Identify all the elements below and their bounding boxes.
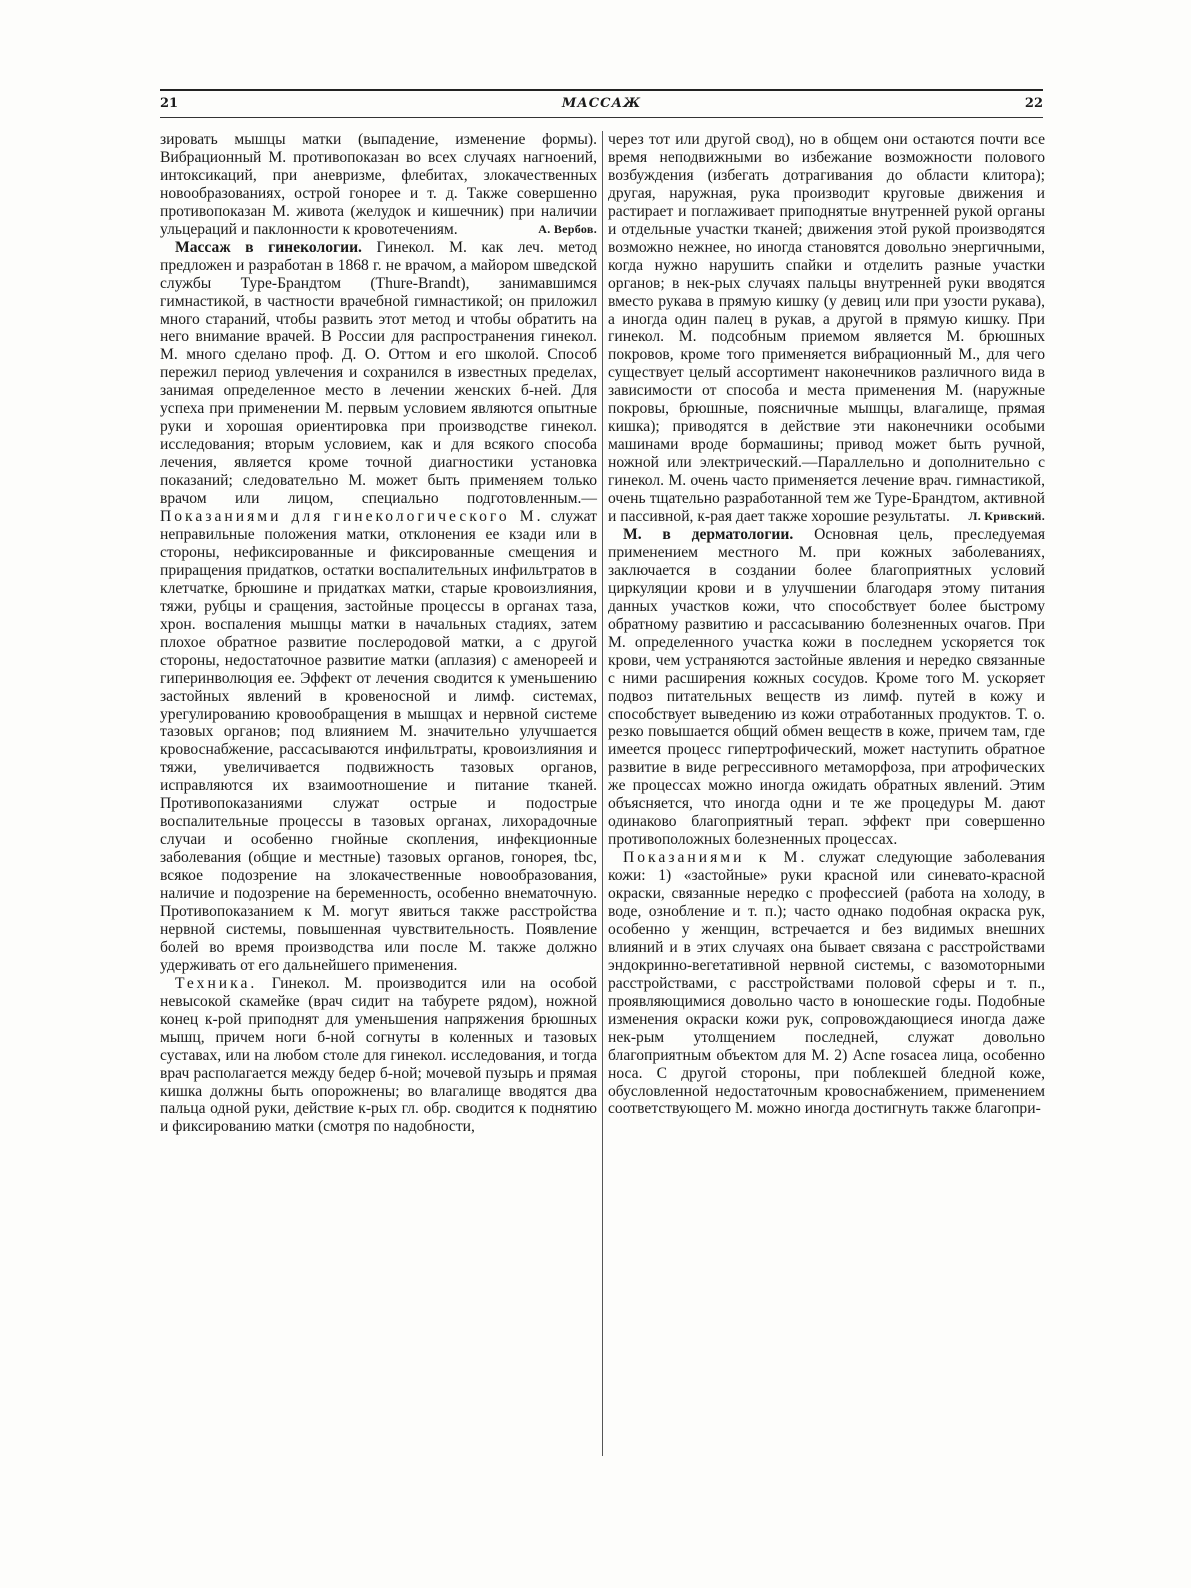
article-heading: Массаж в гинекологии. (175, 238, 362, 256)
running-header (160, 96, 1043, 114)
right-column (608, 131, 1045, 1118)
column-divider (602, 131, 603, 1456)
paragraph-text: зировать мышцы матки (выпадение, изменение формы). Вибрационный М. противопоказан во всех случаях нагноений, интоксикаций, при аневризме, флебитах, злокачественных новообразованиях, острой гонорее и т. д. Также совершенно противопоказан М. живота (желудок и кишечник) при наличии ульцераций и паклонности к кровотечениям. (160, 131, 597, 238)
paragraph-text: служат следующие заболевания кожи: 1) «застойные» руки красной или синевато-красной окраски, связанные нередко с профессией (работа на холоду, в воде, ознобление и т. п.); часто однако подобная окраска рук, особенно у женщин, встречается и без видимых внешних влияний и в этих случаях она бывает связана с расстройствами эндокринно-вегетативной нервной системы, с вазомоторными расстройствами, с расстройствами половой сферы и т. п., проявляющимися довольно часто в юношеские годы. Подобные изменения окраски кожи рук, сопровождающиеся иногда даже нек-рым утолщением последней, служат довольно благоприятным объектом для М. 2) Acne rosacea лица, особенно носа. С другой стороны, при поблекшей бледной коже, обусловленной недостаточным кровоснабжением, применением соответствующего М. можно иногда достигнуть также благопри- (608, 849, 1045, 1118)
paragraph-vibration-contraindications (160, 131, 597, 239)
left-column (160, 131, 597, 1136)
top-rule (160, 89, 1043, 91)
page-number-right: 22 (1024, 96, 1043, 111)
author-signature: Л. Кривский. (968, 509, 1045, 524)
paragraph-text: Основная цель, преследуемая применением местного М. при кожных заболеваниях, заключается в создании более благоприятных условий циркуляции крови и в улучшении благодаря этому питания данных участков кожи, что способствует более быстрому обратному развитию и рассасыванию болезненных очагов. При М. определенного участка кожи в последнем ускоряется ток крови, чем устраняются застойные явления и нередко связанные с ними расширения кожных сосудов. Кроме того М. ускоряет подвоз питательных веществ из лимф. путей в кожу и способствует выведению из кожи отработанных продуктов. Т. о. резко повышается общий обмен веществ в коже, причем там, где имеется процесс гипертрофический, может наступить обратное развитие в виде регрессивного метаморфоза, при атрофических же процессах можно иногда ожидать обратных явлений. Этим объясняется, что иногда одни и те же процедуры М. дают одинаково благоприятный терап. эффект при совершенно противоположных болезненных процессах. (608, 525, 1045, 849)
paragraph-indications (608, 849, 1045, 1118)
spaced-subheading: Техника. (175, 974, 258, 992)
author-signature: А. Вербов. (538, 221, 597, 236)
article-heading: М. в дерматологии. (623, 525, 794, 543)
paragraph-technique (160, 975, 597, 1137)
header-rule (160, 117, 1043, 118)
paragraph-text: Гинекол. М. как леч. метод предложен и разработан в 1868 г. не врачом, а майором шведской службы Туре-Брандтом (Thure-Brandt), занимавшимся гимнастикой, в частности врачебной гимнастикой; он приложил много стараний, чтобы развить этот метод и чтобы обратить на него внимание врачей. В России для распространения гинекол. М. много сделано проф. Д. О. Оттом и его школой. Способ пережил период увлечения и сохранился в известных пределах, занимая определенное место в лечении женских б-ней. Для успеха при применении М. первым условием являются опытные руки и хорошая ориентировка при производстве гинекол. исследования; вторым условием, как и для всякого способа лечения, является кроме точной диагностики установка показаний; следовательно М. может быть применяем только врачом или лицом, специально подготовленным.— (160, 238, 597, 508)
paragraph-text: Гинекол. М. производится или на особой невысокой скамейке (врач сидит на табурете рядом), ножной конец к-рой приподнят для уменьшения напряжения брюшных мышц, причем ноги б-ной согнуты в коленных и тазовых суставах, или на любом столе для гинекол. исследования, и тогда врач располагается между бедер б-ной; мочевой пузырь и прямая кишка должны быть опорожнены; во влагалище вводятся два пальца одной руки, действие к-рых гл. обр. сводится к поднятию и фиксированию матки (смотря по надобности, (160, 974, 597, 1136)
paragraph-technique-continued (608, 131, 1045, 526)
paragraph-text: через тот или другой свод), но в общем они остаются почти все время неподвижными во избежание возможности полового возбуждения (избегать дотрагивания до области клитора); другая, наружная, рука производит круговые движения и растирает и поглаживает приподнятые внутренней рукой органы и отдельные участки тканей; движения этой рукой производятся возможно нежнее, но иногда становятся довольно энергичными, когда нужно нарушить спайки и отделить разные участки органов; в нек-рых случаях пальцы внутренней руки вводятся вместо рукава в прямую кишку (у девиц или при узости рукава), а иногда один палец в рукав, а другой в прямую кишку. При гинекол. М. подсобным приемом является М. брюшных покровов, кроме того применяется вибрационный М., для чего существует целый ассортимент наконечников различного вида в зависимости от способа и места применения М. (наружные покровы, брюшные, поясничные мышцы, влагалище, прямая кишка); приводятся в действие эти наконечники особыми машинами вроде бормашины; привод может быть ручной, ножной или электрический.—Параллельно и дополнительно с гинекол. М. очень часто применяется лечение врач. гимнастикой, очень тщательно разработанной тем же Туре-Брандтом, активной и пассивной, к-рая дает также хорошие результаты. (608, 131, 1045, 526)
running-title: МАССАЖ (561, 96, 642, 111)
paragraph-text: служат неправильные положения матки, отклонения ее кзади или в стороны, нефиксированные и фиксированные смещения и приращения придатков, остатки воспалительных инфильтратов в клетчатке, брюшине и придатках матки, старые кровоизлияния, тяжи, рубцы и сращения, застойные процессы в органах таза, хрон. воспаления мышцы матки в начальных стадиях, затем плохое обратное развитие послеродовой матки, а с другой стороны, недостаточное развитие матки (аплазия) с аменореей и гиперинволюция ее. Эффект от лечения сводится к уменьшению застойных явлений в кровеносной и лимф. системах, урегулированию кровообращения в мышцах и нервной системе тазовых органов; под влиянием М. значительно улучшается кровоснабжение, рассасываются инфильтраты, кровоизлияния и тяжи, увеличивается подвижность тазовых органов, исправляются их взаимоотношение и питание тканей. Противопоказаниями служат острые и подострые воспалительные процессы в тазовых органах, лихорадочные случаи и особенно гнойные скопления, инфекционные заболевания (общие и местные) тазовых органов, гонорея, tbc, всякое подозрение на злокачественные новообразования, наличие и подозрение на беременность, особенно внематочную. Противопоказанием к М. могут явиться также расстройства нервной системы, повышенная чувствительность. Появление болей во время производства или после М. также должно удерживать от его дальнейшего применения. (160, 508, 597, 974)
spaced-subheading: Показаниями к М. (623, 849, 808, 867)
article-dermatology (608, 526, 1045, 849)
article-gynecology (160, 239, 597, 975)
page-number-left: 21 (160, 96, 179, 111)
spaced-subheading: Показаниями для гинекологического М. (160, 508, 544, 526)
